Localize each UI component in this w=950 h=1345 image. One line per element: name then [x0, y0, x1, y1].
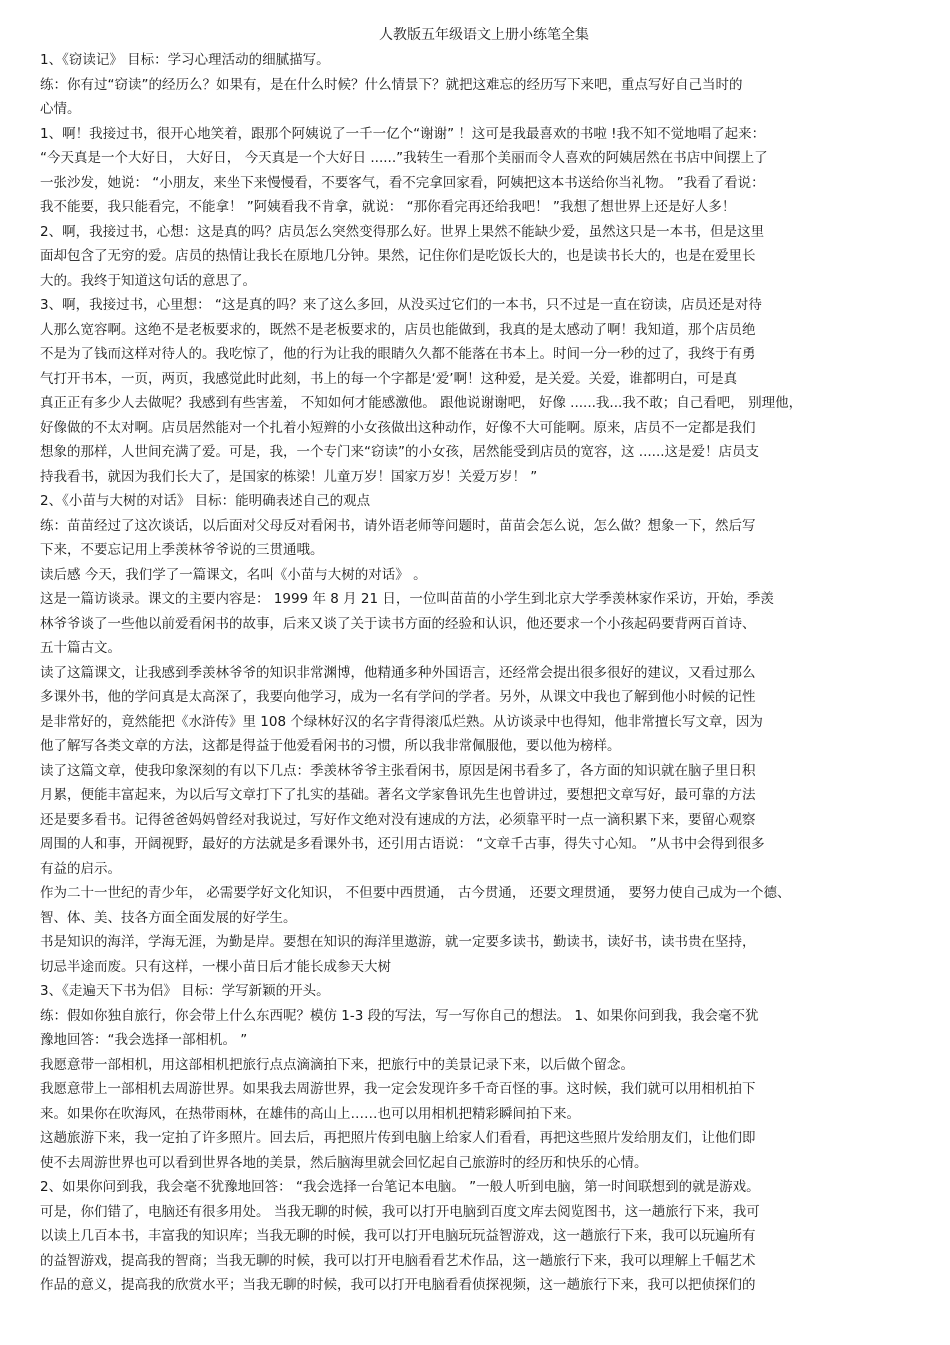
text-line: 豫地回答：“我会选择一部相机。 ”	[40, 1032, 248, 1048]
text-line: 还是要多看书。记得爸爸妈妈曾经对我说过，写好作文绝对没有速成的方法，必须靠平时一点一滴积累下来，要留心观察	[40, 811, 756, 828]
text-line: 切忌半途而废。只有这样，一棵小苗日后才能长成参天大树	[40, 958, 391, 975]
text-line: 是非常好的，竟然能把《水浒传》里 108 个绿林好汉的名字背得滚瓜烂熟。从访谈录中也得知，他非常擅长写文章，因为	[40, 713, 763, 730]
text-line: 人那么宽容啊。这绝不是老板要求的，既然不是老板要求的，店员也能做到，我真的是太感动了啊！我知道，那个店员绝	[40, 321, 756, 338]
text-line: 他了解写各类文章的方法，这都是得益于他爱看闲书的习惯，所以我非常佩服他，要以他为榜样。	[40, 738, 621, 754]
text-line: 可是，你们错了，电脑还有很多用处。 当我无聊的时候，我可以打开电脑到百度文库去阅览图书，这一趟旅行下来，我可	[40, 1203, 760, 1220]
text-line: 我愿意带一部相机，用这部相机把旅行点点滴滴拍下来，把旅行中的美景记录下来，以后做个留念。	[40, 1056, 634, 1073]
text-line: 作为二十一世纪的青少年， 必需要学好文化知识， 不但要中西贯通， 古今贯通， 还要文理贯通， 要努力使自己成为一个德、	[40, 885, 791, 901]
text-line: 我不能要，我只能看完，不能拿！ ”阿姨看我不肯拿，就说： “那你看完再还给我吧！ ”我想了想世界上还是好人多！	[40, 199, 736, 215]
text-line: 练：你有过“窃读”的经历么？如果有，是在什么时候？什么情景下？就把这难忘的经历写下来吧，重点写好自己当时的	[40, 76, 743, 93]
text-line: 1、《窃读记》 目标：学习心理活动的细腻描写。	[40, 52, 330, 68]
text-line: 这是一篇访谈录。课文的主要内容是： 1999 年 8 月 21 日，一位叫苗苗的小学生到北京大学季羡林家作采访，开始，季羡	[40, 591, 774, 607]
text-line: 林爷爷谈了一些他以前爱看闲书的故事，后来又谈了关于读书方面的经验和认识，他还要求一个小孩起码要背两百首诗、	[40, 615, 756, 632]
text-line: 1、啊！我接过书，很开心地笑着，跟那个阿姨说了一千一亿个“谢谢” ！这可是我最喜欢的书啦 !我不知不觉地唱了起来：	[40, 125, 766, 142]
text-line: 使不去周游世界也可以看到世界各地的美景，然后脑海里就会回忆起自己旅游时的经历和快乐的心情。	[40, 1154, 648, 1171]
text-line: 一张沙发，她说： “小朋友，来坐下来慢慢看，不要客气，看不完拿回家看，阿姨把这本书送给你当礼物。 ”我看了看说：	[40, 174, 765, 191]
text-line: 读后感 今天，我们学了一篇课文，名叫《小苗与大树的对话》 。	[40, 566, 427, 583]
text-line: 智、体、美、技各方面全面发展的好学生。	[40, 909, 297, 926]
page-title: 人教版五年级语文上册小练笔全集	[379, 27, 589, 43]
text-line: 2、如果你问到我，我会毫不犹豫地回答： “我会选择一台笔记本电脑。 ”一般人听到电脑，第一时间联想到的就是游戏。	[40, 1179, 760, 1195]
text-line: 来。如果你在吹海风，在热带雨林，在雄伟的高山上……也可以用相机把精彩瞬间拍下来。	[40, 1105, 580, 1122]
text-line: 2、《小苗与大树的对话》 目标：能明确表述自己的观点	[40, 493, 371, 509]
text-line: 有益的启示。	[40, 860, 121, 877]
text-line: 读了这篇课文，让我感到季羡林爷爷的知识非常渊博，他精通多种外国语言，还经常会提出很多很好的建议，又看过那么	[40, 664, 756, 681]
text-line: 这趟旅游下来，我一定拍了许多照片。回去后，再把照片传到电脑上给家人们看看，再把这些照片发给朋友们，让他们即	[40, 1130, 756, 1146]
text-line: 面却包含了无穷的爱。店员的热情让我长在原地几分钟。果然，记住你们是吃饭长大的，也是读书长大的，也是在爱里长	[40, 248, 756, 264]
text-line: 2、啊，我接过书，心想：这是真的吗？店员怎么突然变得那么好。世界上果然不能缺少爱，虽然这只是一本书，但是这里	[40, 223, 765, 240]
text-line: 月累，便能丰富起来，为以后写文章打下了扎实的基础。著名文学家鲁讯先生也曾讲过，要想把文章写好，最可靠的方法	[40, 787, 756, 803]
text-line: 练：假如你独自旅行，你会带上什么东西呢？模仿 1-3 段的写法，写一写你自己的想法。 1、如果你问到我，我会毫不犹	[40, 1007, 759, 1024]
text-line: 真正正有多少人去做呢？我感到有些害羞， 不知如何才能感激他。 跟他说谢谢吧， 好像 ......我...我不敢；自己看吧， 别理他，	[40, 395, 803, 411]
text-line: 不是为了钱而这样对待人的。我吃惊了，他的行为让我的眼睛久久都不能落在书本上。时间一分一秒的过了，我终于有勇	[40, 346, 756, 362]
text-line: “今天真是一个大好日， 大好日， 今天真是一个大好日 ......”我转生一看那个美丽而令人喜欢的阿姨居然在书店中间摆上了	[40, 150, 768, 166]
text-line: 五十篇古文。	[40, 640, 121, 656]
text-line: 我愿意带上一部相机去周游世界。如果我去周游世界，我一定会发现许多千奇百怪的事。这时候，我们就可以用相机拍下	[40, 1081, 756, 1097]
text-line: 气打开书本，一页，两页，我感觉此时此刻，书上的每一个字都是‘爱’啊！这种爱，是关爱。关爱，谁都明白，可是真	[40, 370, 738, 387]
text-line: 练：苗苗经过了这次谈话，以后面对父母反对看闲书，请外语老师等问题时，苗苗会怎么说，怎么做？想象一下，然后写	[40, 517, 756, 534]
text-line: 书是知识的海洋，学海无涯，为勤是岸。要想在知识的海洋里遨游，就一定要多读书，勤读书，读好书，读书贵在坚持，	[40, 934, 756, 950]
text-line: 作品的意义，提高我的欣赏水平；当我无聊的时候，我可以打开电脑看看侦探视频，这一趟旅行下来，我可以把侦探们的	[40, 1277, 756, 1293]
text-line: 好像做的不太对啊。店员居然能对一个扎着小短辫的小女孩做出这种动作，好像不大可能啊。原来，店员不一定都是我们	[40, 419, 756, 436]
text-line: 大的。我终于知道这句话的意思了。	[40, 272, 256, 289]
text-line: 3、《走遍天下书为侣》 目标：学写新颖的开头。	[40, 983, 330, 999]
text-line: 持我看书，就因为我们长大了，是国家的栋梁！儿童万岁！国家万岁！关爱万岁！ ”	[40, 468, 538, 485]
text-line: 想象的那样，人世间充满了爱。可是，我，一个专门来“窃读”的小女孩，居然能受到店员的宽容，这 ......这是爱！店员支	[40, 444, 760, 460]
text-line: 周围的人和事，开阔视野，最好的方法就是多看课外书，还引用古语说： “文章千古事，得失寸心知。 ”从书中会得到很多	[40, 836, 765, 852]
text-line: 的益智游戏，提高我的智商；当我无聊的时候，我可以打开电脑看看艺术作品，这一趟旅行下来，我可以理解上千幅艺术	[40, 1252, 756, 1269]
text-line: 多课外书，他的学问真是太高深了，我要向他学习，成为一名有学问的学者。另外，从课文中我也了解到他小时候的记性	[40, 689, 756, 705]
text-line: 3、啊，我接过书，心里想： “这是真的吗？来了这么多回，从没买过它们的一本书，只不过是一直在窃读，店员还是对待	[40, 297, 762, 313]
text-line: 读了这篇文章，使我印象深刻的有以下几点：季羡林爷爷主张看闲书，原因是闲书看多了，各方面的知识就在脑子里日积	[40, 762, 756, 779]
text-line: 以读上几百本书，丰富我的知识库；当我无聊的时候，我可以打开电脑玩玩益智游戏，这一趟旅行下来，我可以玩遍所有	[40, 1228, 756, 1244]
text-line: 心情。	[40, 101, 81, 117]
document-body	[40, 48, 928, 1298]
text-line: 下来，不要忘记用上季羡林爷爷说的三贯通哦。	[40, 542, 324, 558]
